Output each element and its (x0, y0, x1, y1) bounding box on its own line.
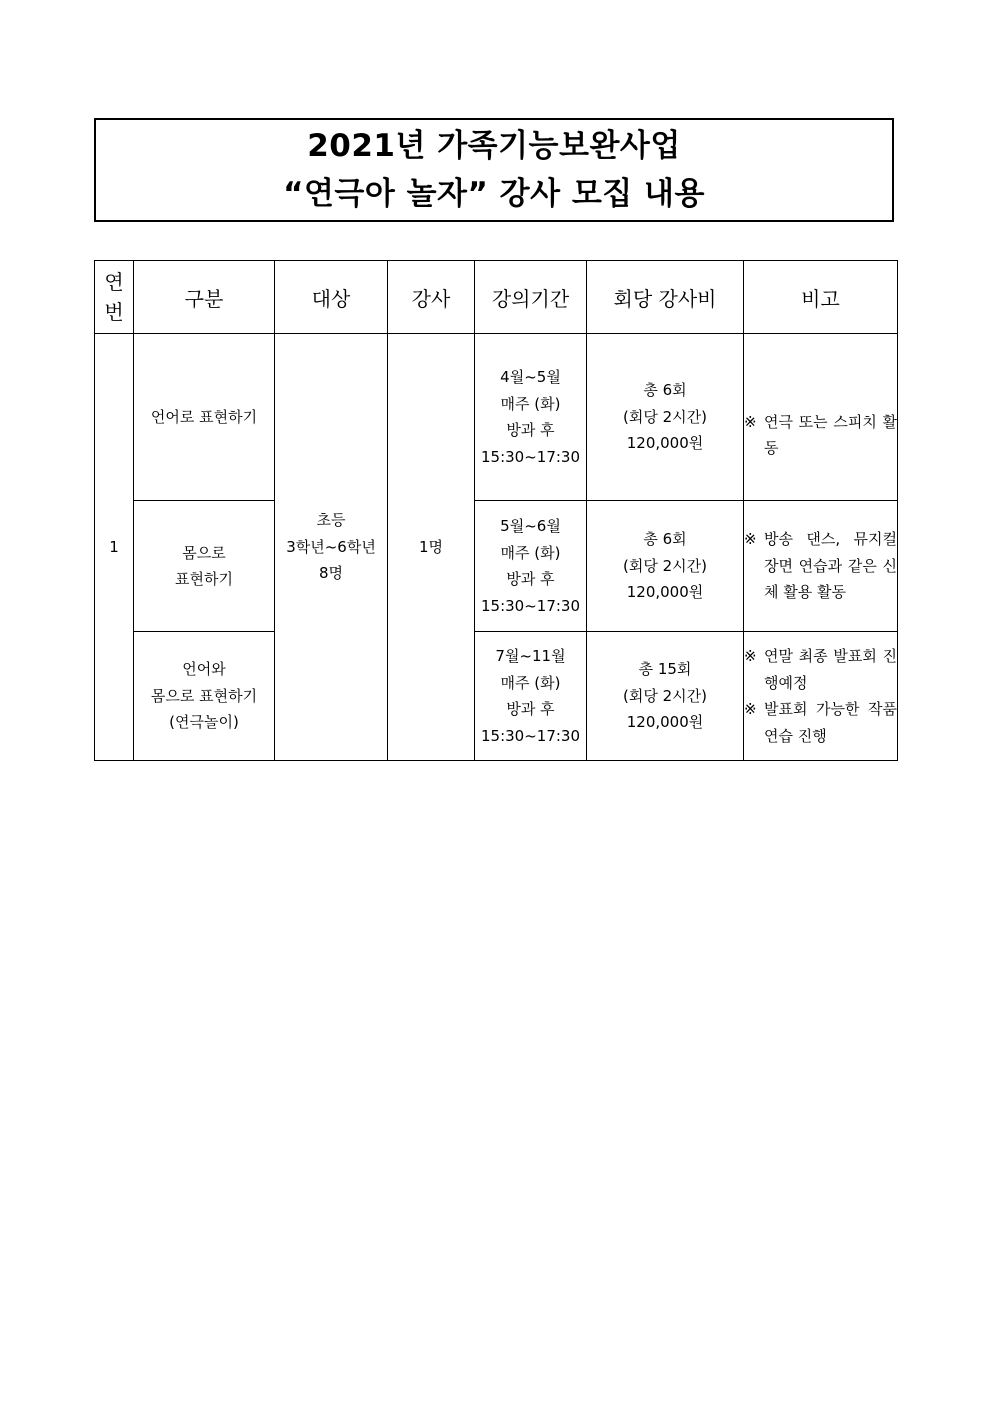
target-cell (275, 334, 388, 761)
fee-line: 120,000원 (626, 434, 704, 453)
header-target: 대상 (275, 261, 388, 334)
header-num-1: 연 (104, 270, 124, 294)
category-line: 몸으로 표현하기 (150, 686, 258, 705)
note-item (744, 696, 897, 749)
period-line: 매주 (화) (500, 543, 561, 562)
header-period: 강의기간 (475, 261, 587, 334)
note-text: 연극 또는 스피치 활동 (764, 412, 897, 457)
period-cell (475, 334, 587, 501)
category-line: 몸으로 (182, 543, 226, 562)
category-cell (134, 501, 275, 632)
period-line: 5월~6월 (500, 517, 561, 535)
header-fee: 회당 강사비 (587, 261, 744, 334)
reference-mark-icon: ※ (744, 412, 757, 431)
fee-line: (회당 2시간) (623, 556, 707, 575)
period-line: 매주 (화) (500, 673, 561, 692)
instructor-cell: 1명 (388, 334, 475, 761)
note-cell (744, 501, 898, 632)
note-text: 발표회 가능한 작품연습 진행 (764, 700, 897, 745)
document-title-box (94, 118, 894, 222)
header-note: 비고 (744, 261, 898, 334)
header-category: 구분 (134, 261, 275, 334)
category-cell (134, 334, 275, 501)
target-line: 초등 (316, 511, 346, 530)
period-line: 15:30~17:30 (480, 447, 581, 466)
period-cell (475, 501, 587, 632)
period-line: 15:30~17:30 (480, 596, 581, 615)
period-line: 방과 후 (506, 421, 555, 439)
fee-line: 총 15회 (638, 660, 692, 679)
fee-line: 120,000원 (626, 583, 704, 602)
target-line: 3학년~6학년 (286, 537, 376, 556)
table-row (95, 632, 898, 761)
header-num (95, 261, 134, 334)
header-row (95, 261, 898, 334)
period-line: 7월~11월 (495, 647, 566, 665)
category-cell (134, 632, 275, 761)
period-line: 방과 후 (506, 570, 555, 588)
period-line: 방과 후 (506, 700, 555, 718)
category-line: 표현하기 (175, 570, 233, 588)
target-line: 8명 (318, 564, 344, 583)
header-instructor: 강사 (388, 261, 475, 334)
period-cell (475, 632, 587, 761)
category-line: 언어와 (182, 660, 226, 679)
note-item (744, 643, 897, 696)
reference-mark-icon: ※ (744, 700, 757, 718)
table-row (95, 334, 898, 501)
note-cell (744, 334, 898, 501)
period-line: 매주 (화) (500, 394, 561, 413)
note-text: 방송 댄스, 뮤지컬 장면 연습과 같은 신체 활용 활동 (764, 530, 897, 602)
reference-mark-icon: ※ (744, 530, 757, 549)
period-line: 15:30~17:30 (480, 726, 581, 745)
fee-cell (587, 334, 744, 501)
table-row (95, 501, 898, 632)
fee-line: 120,000원 (626, 713, 704, 732)
note-cell (744, 632, 898, 761)
title-line-2: “연극아 놀자” 강사 모집 내용 (283, 176, 705, 212)
header-num-2: 번 (104, 300, 124, 324)
note-item (744, 526, 897, 606)
fee-line: 총 6회 (643, 381, 687, 400)
fee-line: 총 6회 (643, 530, 687, 549)
fee-line: (회당 2시간) (623, 407, 707, 426)
reference-mark-icon: ※ (744, 647, 757, 665)
fee-cell (587, 632, 744, 761)
title-line-1: 2021년 가족기능보완사업 (307, 128, 681, 164)
category-line: (연극놀이) (169, 713, 239, 732)
fee-line: (회당 2시간) (623, 686, 707, 705)
note-item (744, 409, 897, 462)
note-text: 연말 최종 발표회 진행예정 (764, 647, 897, 692)
period-line: 4월~5월 (500, 368, 561, 386)
row-number: 1 (95, 334, 134, 761)
recruitment-table (94, 260, 898, 761)
fee-cell (587, 501, 744, 632)
category-line: 언어로 표현하기 (150, 407, 258, 426)
